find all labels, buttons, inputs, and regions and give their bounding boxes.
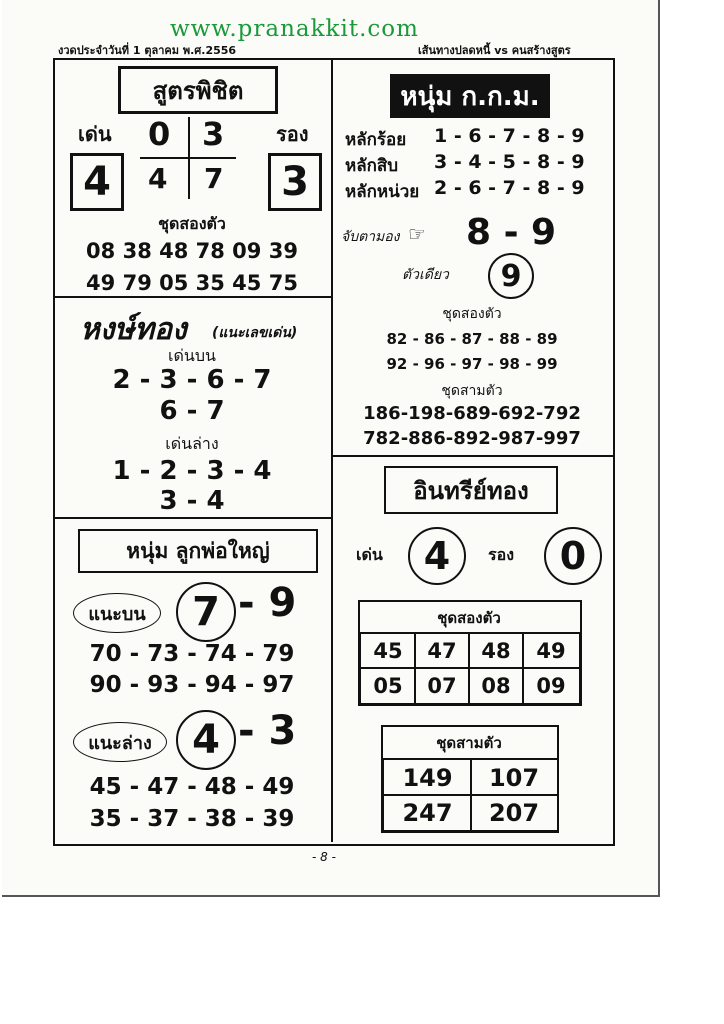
bottom-row-2: 3 - 4 — [159, 486, 225, 516]
issue-date: งวดประจำวันที่ 1 ตุลาคม พ.ศ.2556 — [58, 44, 237, 57]
pairs-row-2: 49 79 05 35 45 75 — [86, 271, 298, 295]
bottom-digit-1: 4 — [148, 162, 168, 195]
pair-cell: 49 — [522, 633, 580, 669]
magazine-title: เส้นทางปลดหนี้ vs คนสร้างสูตร — [418, 44, 571, 57]
pick-label: จับตามอง — [341, 229, 400, 245]
bottom-row-1: 1 - 2 - 3 - 4 — [112, 456, 272, 486]
row-digits-tens: 3 - 4 - 5 - 8 - 9 — [434, 151, 585, 173]
pairs-row-1: 08 38 48 78 09 39 — [86, 239, 298, 263]
single-value: 9 — [488, 253, 534, 299]
bottom-digit-2: 7 — [204, 162, 224, 195]
runner-label: รอง — [488, 545, 515, 564]
triple-cell: 207 — [470, 794, 558, 831]
triple-cell: 149 — [383, 759, 472, 796]
top-circle-digit: 7 — [176, 582, 236, 642]
runner-digit-box: 3 — [268, 153, 322, 211]
luk-pho-yai-title: หนุ่ม ลูกพ่อใหญ่ — [78, 529, 318, 573]
pair-cell: 05 — [360, 667, 416, 704]
row-label-units: หลักหน่วย — [345, 182, 420, 202]
pairs-row-1: 82 - 86 - 87 - 88 - 89 — [386, 330, 558, 348]
triples-table-header: ชุดสามตัว — [436, 734, 502, 752]
hong-thong-subtitle: (แนะเลขเด่น) — [212, 325, 298, 341]
pairs-row-2: 92 - 96 - 97 - 98 - 99 — [386, 355, 558, 373]
bottom-label: เด่นล่าง — [165, 434, 219, 453]
bottom-circle-digit: 4 — [176, 710, 236, 770]
triple-cell: 247 — [383, 794, 472, 831]
top-row-1: 2 - 3 - 6 - 7 — [112, 365, 272, 395]
insi-thong-title: อินทรีย์ทอง — [384, 466, 558, 514]
pair-cell: 07 — [414, 667, 470, 704]
top-label: เด่นบน — [168, 346, 216, 365]
top-row-1: 70 - 73 - 74 - 79 — [89, 641, 295, 667]
pair-cell: 08 — [468, 667, 524, 704]
top-digit-1: 0 — [148, 115, 171, 153]
bottom-row-1: 45 - 47 - 48 - 49 — [89, 774, 295, 800]
triples-label: ชุดสามตัว — [441, 383, 503, 399]
pairs-table-header: ชุดสองตัว — [437, 609, 501, 627]
sutr-phichit-title: สูตรพิชิต — [118, 66, 278, 114]
page-number: - 8 - — [312, 850, 336, 864]
top-tag: แนะบน — [73, 593, 161, 633]
runner-label: รอง — [276, 122, 309, 146]
pointing-hand-icon: ☞ — [408, 222, 426, 246]
divider-right-1 — [331, 455, 613, 457]
top-row-2: 6 - 7 — [159, 396, 225, 426]
main-digit-box: 4 — [70, 153, 124, 211]
watermark-url: www.pranakkit.com — [170, 16, 419, 42]
row-digits-hundreds: 1 - 6 - 7 - 8 - 9 — [434, 125, 585, 147]
top-row-2: 90 - 93 - 94 - 97 — [89, 672, 295, 698]
row-label-tens: หลักสิบ — [345, 156, 399, 176]
triples-row-1: 186-198-689-692-792 — [363, 403, 581, 424]
single-label: ตัวเดียว — [402, 267, 449, 283]
top-digit-2: 3 — [202, 115, 225, 153]
main-label: เด่น — [78, 122, 112, 146]
pair-cell: 45 — [360, 633, 416, 669]
kkm-title: หนุ่ม ก.ก.ม. — [390, 74, 550, 118]
grid-vline — [188, 117, 190, 199]
divider-left-2 — [53, 517, 333, 519]
top-tail: - 9 — [238, 580, 297, 626]
triple-cell: 107 — [470, 759, 558, 796]
pair-cell: 47 — [414, 633, 470, 669]
bottom-row-2: 35 - 37 - 38 - 39 — [89, 806, 295, 832]
bottom-tag: แนะล่าง — [73, 722, 167, 762]
column-divider — [331, 58, 333, 842]
triples-row-2: 782-886-892-987-997 — [363, 428, 581, 449]
hong-thong-title: หงษ์ทอง — [80, 312, 187, 347]
main-label: เด่น — [356, 545, 383, 564]
bottom-tail: - 3 — [238, 708, 297, 754]
runner-value: 0 — [544, 527, 602, 585]
main-value: 4 — [408, 527, 466, 585]
row-digits-units: 2 - 6 - 7 - 8 - 9 — [434, 177, 585, 199]
pick-value: 8 - 9 — [466, 212, 557, 253]
pairs-label: ชุดสองตัว — [442, 306, 502, 322]
pair-cell: 09 — [522, 667, 580, 704]
row-label-hundreds: หลักร้อย — [345, 130, 407, 150]
pair-cell: 48 — [468, 633, 524, 669]
pairs-label: ชุดสองตัว — [158, 214, 226, 233]
divider-left-1 — [53, 296, 333, 298]
